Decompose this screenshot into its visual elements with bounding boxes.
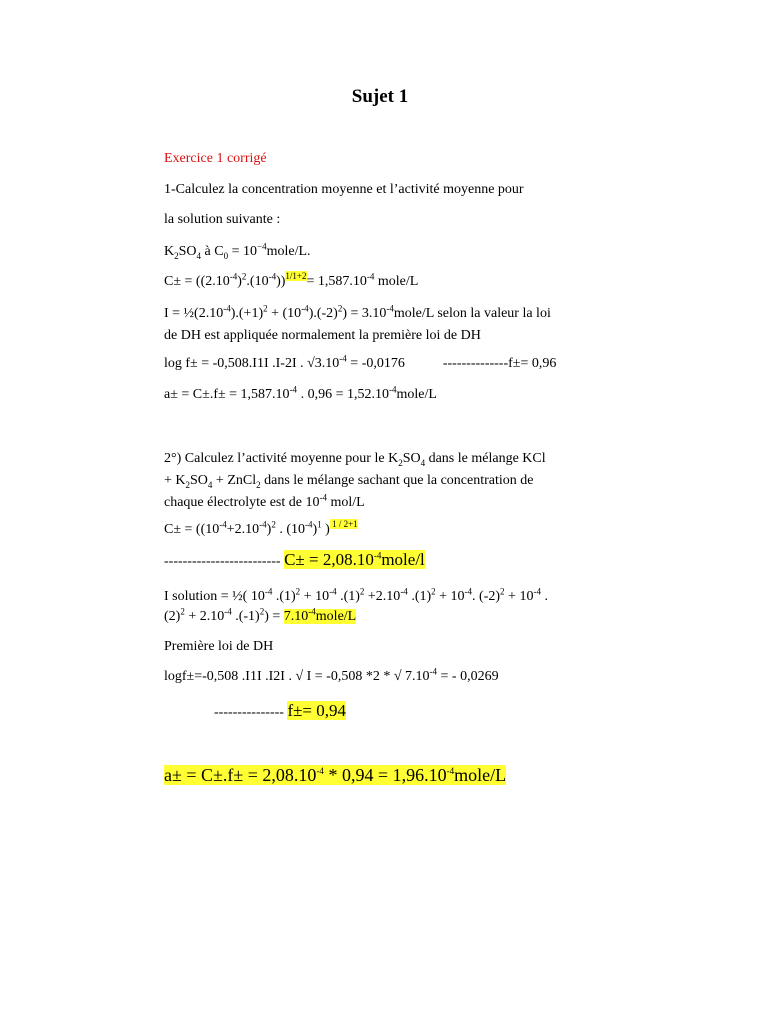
- question-2-paragraph: 2°) Calculez l’activité moyenne pour le $K_2SO_4$ dans le mélange KCl + $K_2SO_4$ + ZnCl$_2$ dans le mélange sachant que la concentration de chaque électrolyte est de $10^{-4}$ mol/L: [164, 451, 546, 510]
- log-activity-coefficient: log f± = -0,508.I1I .I-2I . $√3.10^{-4} = -0,0176$ --------------f±= 0,96: [164, 353, 557, 371]
- final-mean-activity-result: $a\pm = C\pm.f\pm = 2,08.10^{-4} * 0,94$ = $1,96.10^{-4}mole/L$: [164, 765, 507, 785]
- mean-concentration-formula: $C\pm = ((2.10^{-4})^2.(10^{-4}))^{1/1+2}= 1,587.10^{-4}$ mole/L: [164, 271, 419, 289]
- first-dh-law-label: Première loi de DH: [164, 639, 274, 654]
- activity-coefficient-result: --------------- f±= 0,94: [214, 701, 347, 720]
- given-concentration: $K_2SO_4$ à $C_0$ = $10^{-4}mole/L$.: [164, 241, 311, 261]
- document-title: Sujet 1: [351, 86, 409, 107]
- mean-concentration-formula-2: $C\pm = ((10^{-4}+2.10^{-4})^2$ . $(10^{-4})^1$ ) $^{1 / 2+1}$: [164, 519, 358, 537]
- exercise-heading: Exercice 1 corrigé: [164, 151, 267, 166]
- question-1-line-2: la solution suivante :: [164, 212, 281, 227]
- mean-concentration-result-2: ------------------------- $C\pm = 2,08.10^{-4}mole/l$: [164, 550, 425, 569]
- question-1-line-1: 1-Calculez la concentration moyenne et l’activité moyenne pour: [164, 182, 524, 197]
- mean-activity-result: $a\pm = C\pm.f\pm = 1,587.10^{-4}$ . $0,96 = 1,52.10^{-4}mole/L$: [164, 384, 437, 402]
- ionic-strength-solution-line-2: $(2)^2 + 2.10^{-4}$ $.(-1)^2$) = $7.10^{-4}mole/L$: [164, 606, 357, 624]
- ionic-strength-solution-line-1: I solution = ½( $10^{-4}$ $.(1)^2 + 10^{-4}$ $.(1)^2 +2.10^{-4}$ $.(1)^2 + 10^{-4}$. $(-2)^2 + 10^{-4}$ .: [164, 586, 548, 604]
- ionic-strength-paragraph: $I = \frac{1}{2}(2.10^{-4}).(+1)^2 + (10^{-4}).(-2)^2$) = $3.10^{-4}mole/L$ selon la valeur la loi de DH est appliquée normalement la première loi de DH: [164, 303, 551, 343]
- log-activity-coefficient-2: logf±=-0,508 .I1I .I2I . √ I = -0,508 *2 * √ $7.10^{-4}$ = - 0,0269: [164, 666, 499, 684]
